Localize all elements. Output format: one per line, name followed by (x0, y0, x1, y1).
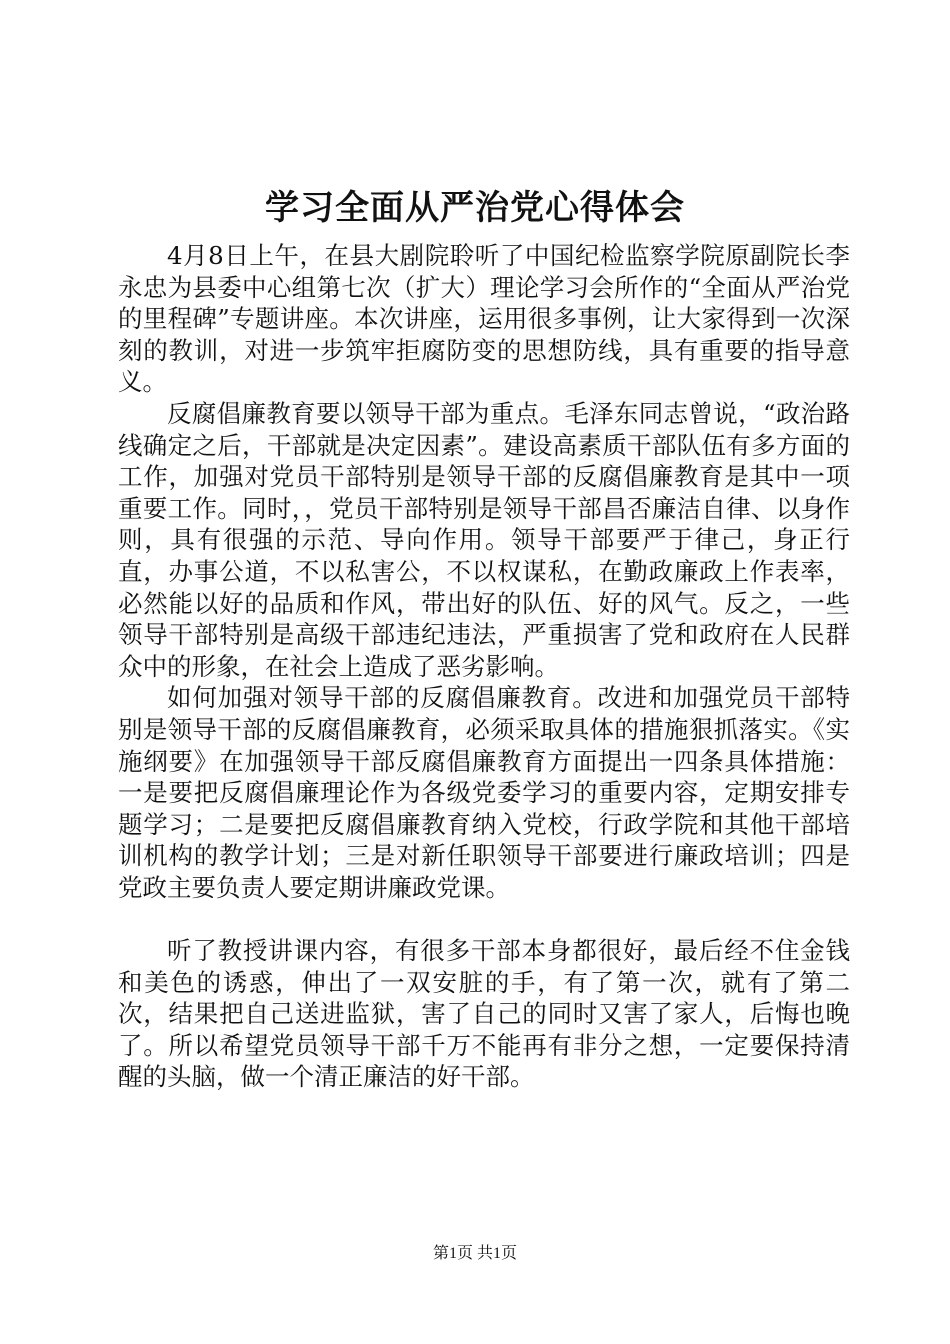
document-title: 学习全面从严治党心得体会 (265, 188, 685, 228)
paragraph-2: 反腐倡廉教育要以领导干部为重点。毛泽东同志曾说，“政治路线确定之后，干部就是决定因素”。建设高素质干部队伍有多方面的工作，加强对党员干部特别是领导干部的反腐倡廉教育是其中一项重要工作。同时，，党员干部特别是领导干部昌否廉洁自律、以身作则，具有很强的示范、导向作用。领导干部要严于律己，身正行直，办事公道，不以私害公，不以权谋私，在勤政廉政上作表率，必然能以好的品质和作风，带出好的队伍、好的风气。反之，一些领导干部特别是高级干部违纪违法，严重损害了党和政府在人民群众中的形象，在社会上造成了恶劣影响。 (118, 398, 850, 681)
paragraph-1: 4月8日上午，在县大剧院聆听了中国纪检监察学院原副院长李永忠为县委中心组第七次（扩大）理论学习会所作的“全面从严治党的里程碑”专题讲座。本次讲座，运用很多事例，让大家得到一次深刻的教训，对进一步筑牢拒腐防变的思想防线，具有重要的指导意义。 (118, 241, 850, 397)
document-body (118, 240, 850, 1093)
page-footer: 第1页 共1页 (432, 1245, 517, 1262)
paragraph-4: 听了教授讲课内容，有很多干部本身都很好，最后经不住金钱和美色的诱惑，伸出了一双安脏的手，有了第一次，就有了第二次，结果把自己送进监狱，害了自己的同时又害了家人，后悔也晚了。所以希望党员领导干部千万不能再有非分之想，一定要保持清醒的头脑，做一个清正廉洁的好干部。 (118, 936, 850, 1092)
paragraph-gap (118, 903, 850, 935)
paragraph-3: 如何加强对领导干部的反腐倡廉教育。改进和加强党员干部特别是领导干部的反腐倡廉教育，必须采取具体的措施狠抓落实。《实施纲要》在加强领导干部反腐倡廉教育方面提出一四条具体措施：一是要把反腐倡廉理论作为各级党委学习的重要内容，定期安排专题学习；二是要把反腐倡廉教育纳入党校，行政学院和其他干部培训机构的教学计划；三是对新任职领导干部要进行廉政培训；四是党政主要负责人要定期讲廉政党课。 (118, 683, 850, 902)
